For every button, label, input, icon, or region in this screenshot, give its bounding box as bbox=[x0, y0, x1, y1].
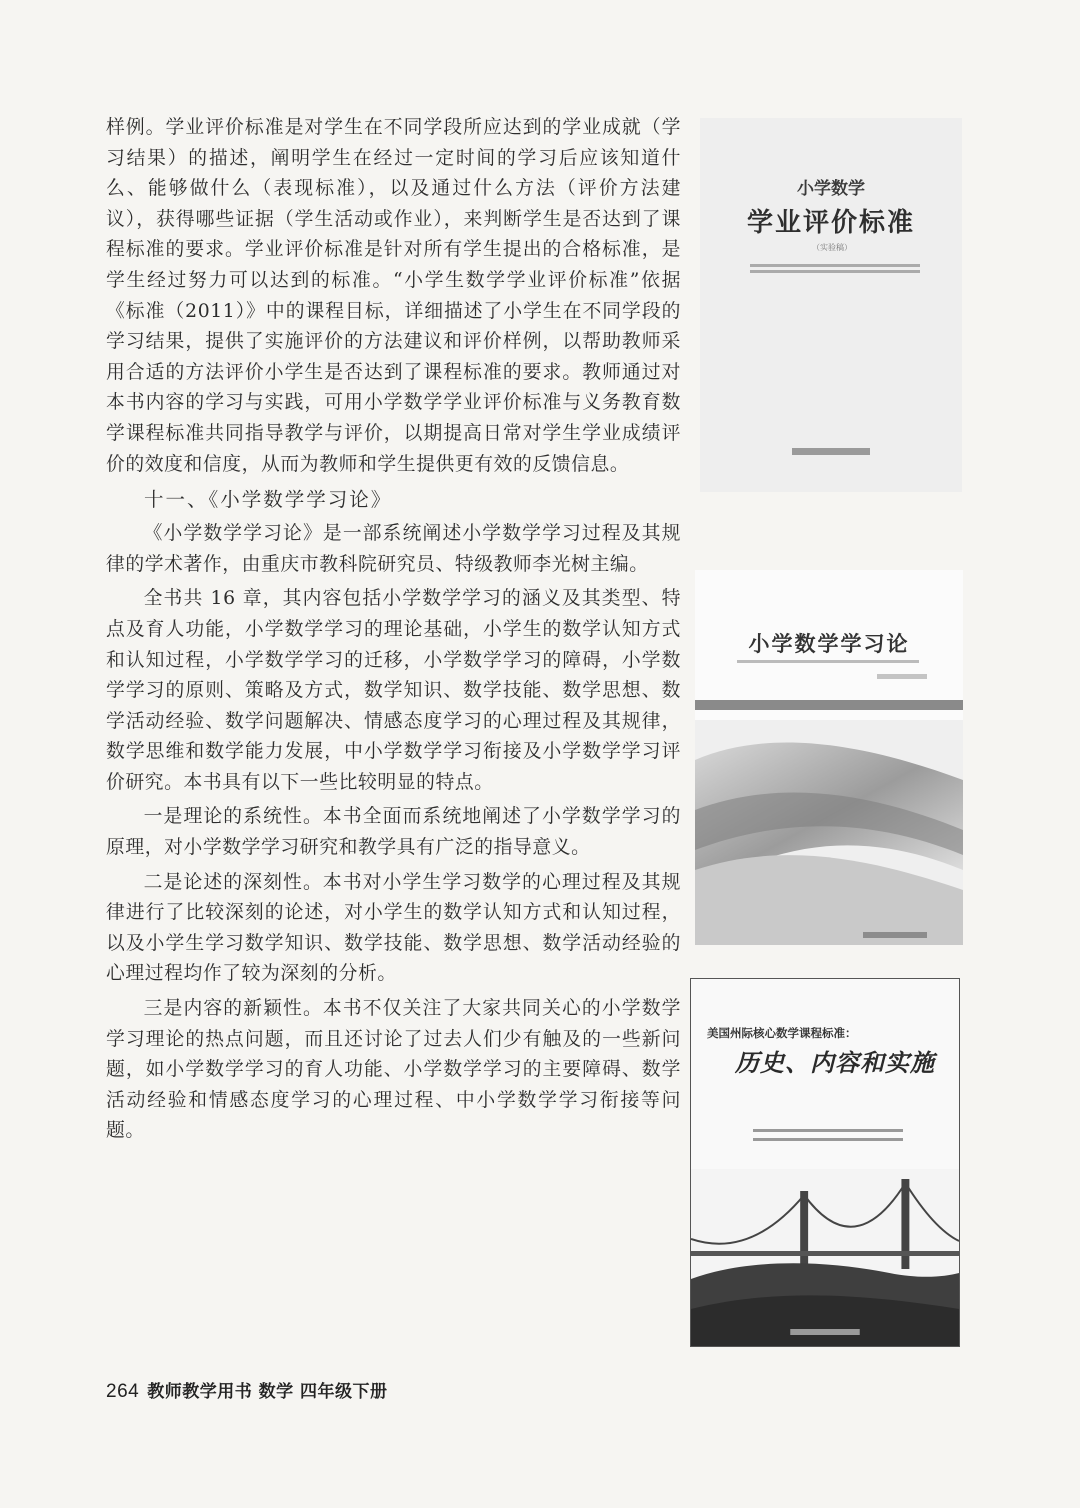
cover-pre-title: 小学数学 bbox=[797, 179, 865, 199]
book-cover-common-core bbox=[690, 978, 960, 1347]
footer-book-title: 教师教学用书 数学 四年级下册 bbox=[147, 1382, 388, 1402]
cover-author-line bbox=[877, 674, 927, 679]
publisher-logo bbox=[792, 448, 870, 455]
book-cover-evaluation-standard bbox=[700, 118, 962, 492]
paragraph-feature-3: 三是内容的新颖性。本书不仅关注了大家共同关心的小学数学学习理论的热点问题，而且还讨论了过去人们少有触及的一些新问题，如小学数学学习的育人功能、小学数学学习的主要障碍、数学活动经验和情感态度学习的心理过程、中小学数学学习衔接等问题。 bbox=[106, 998, 681, 1142]
book-cover-learning-theory bbox=[695, 570, 963, 945]
cover-author-lines bbox=[753, 1123, 903, 1147]
paragraph-feature-1: 一是理论的系统性。本书全面而系统地阐述了小学数学学习的原理，对小学数学学习研究和教学具有广泛的指导意义。 bbox=[106, 806, 681, 859]
cover-author-lines bbox=[750, 261, 920, 276]
cover-title-large: 历史、内容和实施 bbox=[735, 1048, 935, 1077]
cover-subtitle-line bbox=[737, 660, 919, 663]
body-text-column bbox=[106, 113, 681, 1147]
paragraph-feature-2: 二是论述的深刻性。本书对小学生学习数学的心理过程及其规律进行了比较深刻的论述，对小学生的数学认知方式和认知过程，以及小学生学习数学知识、数学技能、数学思想、数学活动经验的心理过程均作了较为深刻的分析。 bbox=[106, 871, 681, 985]
wave-art-image bbox=[695, 720, 963, 945]
paragraph-evaluation-standard: 样例。学业评价标准是对学生在不同学段所应达到的学业成就（学习结果）的描述，阐明学生在经过一定时间的学习后应该知道什么、能够做什么（表现标准），以及通过什么方法（评价方法建议），获得哪些证据（学生活动或作业），来判断学生是否达到了课程标准的要求。学业评价标准是针对所有学生提出的合格标准，是学生经过努力可以达到的标准。“小学生数学学业评价标准”依据《标准（2011）》中的课程目标，详细描述了小学生在不同学段的学习结果，提供了实施评价的方法建议和评价样例，以帮助教师采用合适的方法评价小学生是否达到了课程标准的要求。教师通过对本书内容的学习与实践，可用小学数学学业评价标准与义务教育数学课程标准共同指导教学与评价，以期提高日常对学生学业成绩评价的效度和信度，从而为教师和学生提供更有效的反馈信息。 bbox=[106, 117, 681, 475]
section-heading: 十一、《小学数学学习论》 bbox=[144, 488, 393, 512]
paragraph-book-contents: 全书共 16 章，其内容包括小学数学学习的涵义及其类型、特点及育人功能，小学数学学习的理论基础，小学生的数学认知方式和认知过程，小学数学学习的迁移，小学数学学习的障碍，小学数学学习的原则、策略及方式，数学知识、数学技能、数学思想、数学活动经验、数学问题解决、情感态度学习的心理过程及其规律，数学思维和数学能力发展，中小学数学学习衔接及小学数学学习评价研究。本书具有以下一些比较明显的特点。 bbox=[106, 588, 681, 793]
cover-title: 小学数学学习论 bbox=[748, 631, 910, 656]
page-number: 264 bbox=[106, 1381, 140, 1402]
paragraph-book-intro: 《小学数学学习论》是一部系统阐述小学数学学习过程及其规律的学术著作，由重庆市教科院研究员、特级教师李光树主编。 bbox=[106, 523, 681, 575]
cover-edition: （实验稿） bbox=[812, 243, 852, 252]
page-footer bbox=[106, 1377, 388, 1403]
cover-band bbox=[695, 700, 963, 710]
cover-title-small: 美国州际核心数学课程标准： bbox=[707, 1026, 857, 1040]
cover-title: 学业评价标准 bbox=[746, 208, 915, 238]
bridge-image bbox=[691, 1169, 959, 1347]
